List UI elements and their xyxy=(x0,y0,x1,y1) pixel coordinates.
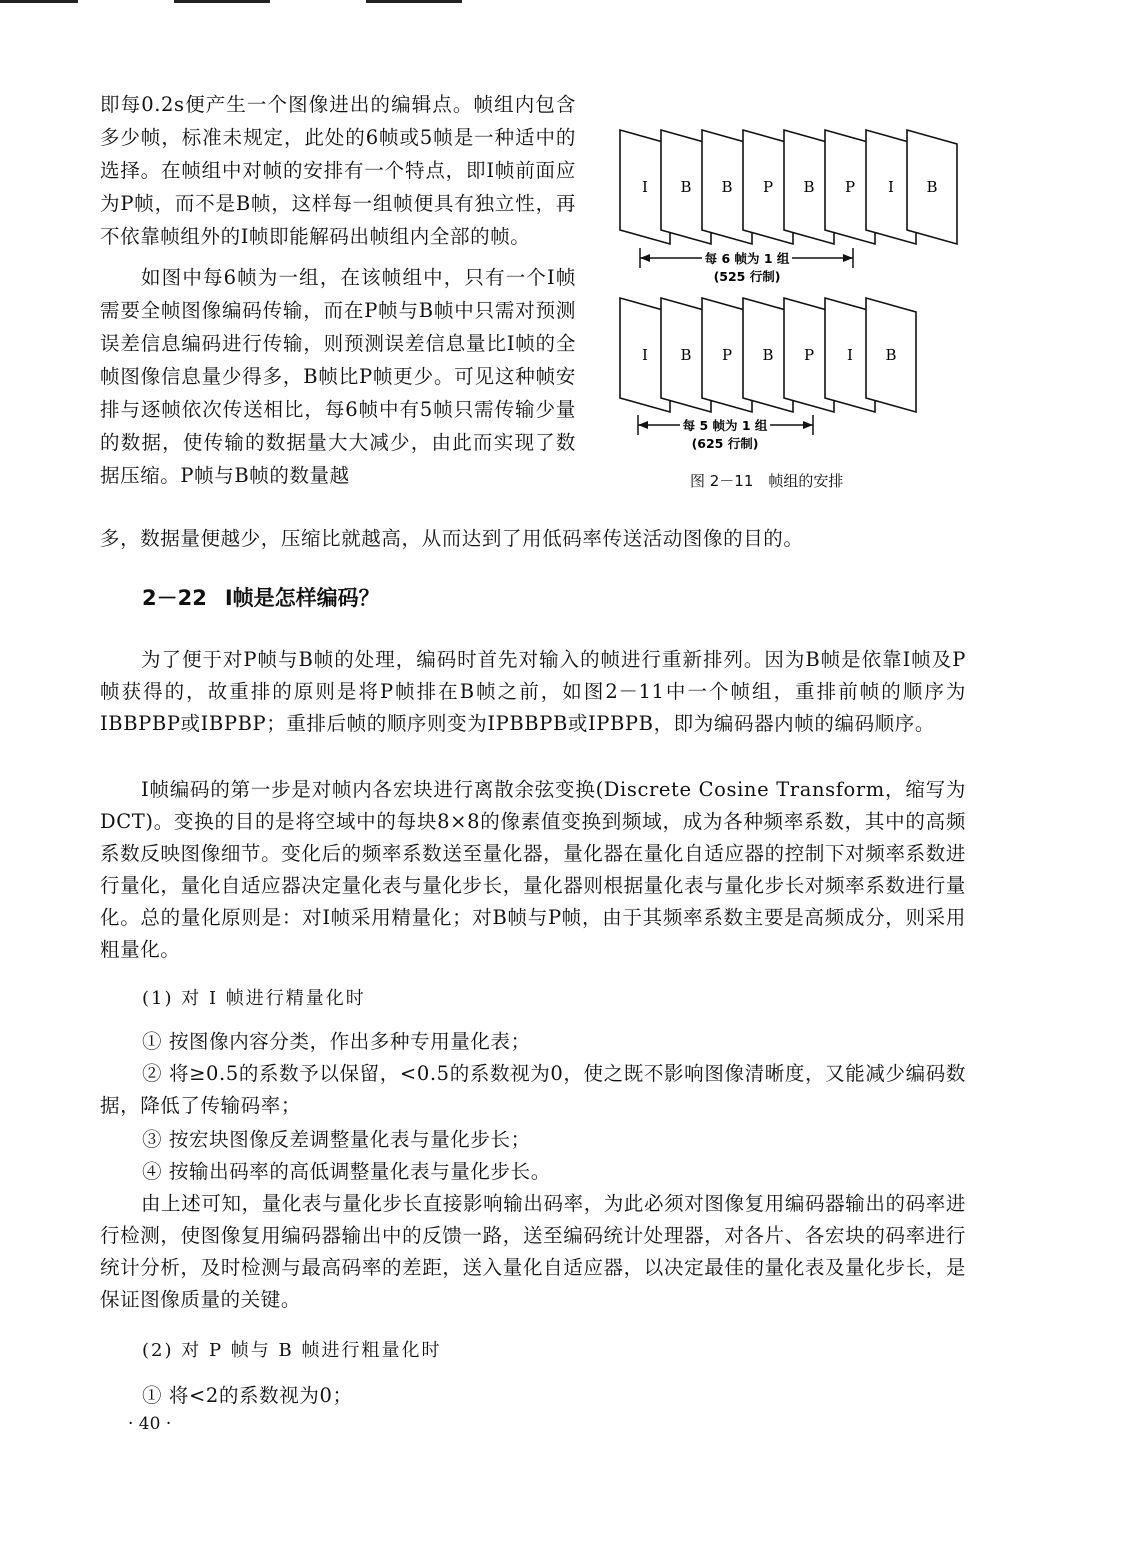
frame-group-5 xyxy=(620,298,916,412)
group1-sub: (525 行制) xyxy=(713,269,781,284)
frame-label-4: P xyxy=(762,178,774,196)
section-number: 2－22 xyxy=(142,586,207,610)
top-rule-right xyxy=(366,0,462,3)
section-heading xyxy=(142,582,380,612)
frame-label-1: I xyxy=(642,346,648,364)
figure-caption: 图 2－11 帧组的安排 xyxy=(690,472,844,490)
body-paragraph-2: I帧编码的第一步是对帧内各宏块进行离散余弦变换(Discrete Cosine Transform，缩写为DCT)。变换的目的是将空域中的每块8×8的像素值变换到频域，成为各种频率系数，其中的高频系数反映图像细节。变化后的频率系数送至量化器，量化器在量化自适应器的控制下对频率系数进行量化，量化自适应器决定量化表与量化步长，量化器则根据量化表与量化步长对频率系数进行量化。总的量化原则是：对I帧采用精量化；对B帧与P帧，由于其频率系数主要是高频成分，则采用粗量化。 xyxy=(100,778,966,961)
frame-label-8: B xyxy=(926,178,938,196)
group2-sub: (625 行制) xyxy=(691,436,759,451)
frame-label-2: B xyxy=(680,346,692,364)
frame-group-6 xyxy=(620,130,957,244)
group1-label: 每 6 帧为 1 组 xyxy=(704,251,790,266)
frame-label-6: I xyxy=(847,346,853,364)
frame-label-5: B xyxy=(803,178,815,196)
top-rule-middle xyxy=(174,0,270,3)
frame-label-3: P xyxy=(721,346,733,364)
intro-paragraph-2: 如图中每6帧为一组，在该帧组中，只有一个I帧需要全帧图像编码传输，而在P帧与B帧中只需对预测误差信息编码进行传输，则预测误差信息量比I帧的全帧图像信息量少得多，B帧比P帧更少。可见这种帧安排与逐帧依次传送相比，每6帧中有5帧只需传输少量的数据，使传输的数据量大大减少，由此而实现了数据压缩。P帧与B帧的数量越 xyxy=(100,266,576,487)
sub1-item-3: ③ 按宏块图像反差调整量化表与量化步长； xyxy=(142,1128,531,1151)
frame-group-figure xyxy=(598,120,958,465)
sub2-item-1: ① 将<2的系数视为0； xyxy=(142,1384,353,1407)
frame-label-2: B xyxy=(680,178,692,196)
section-title: I帧是怎样编码？ xyxy=(224,586,380,610)
subheading-1: (1) 对 I 帧进行精量化时 xyxy=(142,988,366,1009)
frame-label-5: P xyxy=(803,346,815,364)
sub1-item-2: ② 将≥0.5的系数予以保留，<0.5的系数视为0，使之既不影响图像清晰度，又能减少编码数据，降低了传输码率； xyxy=(100,1062,966,1117)
intro-column xyxy=(100,88,576,500)
summary-paragraph: 由上述可知，量化表与量化步长直接影响输出码率，为此必须对图像复用编码器输出的码率进行检测，使图像复用编码器输出中的反馈一路，送至编码统计处理器，对各片、各宏块的码率进行统计分析，及时检测与最高码率的差距，送入量化自适应器，以决定最佳的量化表及量化步长，是保证图像质量的关键。 xyxy=(100,1192,966,1311)
body-paragraph-1: 为了便于对P帧与B帧的处理，编码时首先对输入的帧进行重新排列。因为B帧是依靠I帧及P帧获得的，故重排的原则是将P帧排在B帧之前，如图2－11中一个帧组，重排前帧的顺序为IBBPBP或IBPBP；重排后帧的顺序则变为IPBBPB或IPBPB，即为编码器内帧的编码顺序。 xyxy=(100,648,966,735)
frame-label-3: B xyxy=(721,178,733,196)
frame-label-1: I xyxy=(642,178,648,196)
group2-label: 每 5 帧为 1 组 xyxy=(682,418,768,433)
page-number: · 40 · xyxy=(128,1414,172,1434)
sub1-item-4: ④ 按输出码率的高低调整量化表与量化步长。 xyxy=(142,1160,551,1183)
subheading-2: (2) 对 P 帧与 B 帧进行粗量化时 xyxy=(142,1340,442,1361)
frame-label-7: I xyxy=(888,178,894,196)
top-rule-left xyxy=(0,0,78,3)
frame-label-4: B xyxy=(762,346,774,364)
sub1-item-1: ① 按图像内容分类，作出多种专用量化表； xyxy=(142,1030,531,1053)
intro-paragraph-1: 即每0.2s便产生一个图像进出的编辑点。帧组内包含多少帧，标准未规定，此处的6帧或5帧是一种适中的选择。在帧组中对帧的安排有一个特点，即I帧前面应为P帧，而不是B帧，这样每一组帧便具有独立性，再不依靠帧组外的I帧即能解码出帧组内全部的帧。 xyxy=(100,93,576,248)
intro-continuation: 多，数据量便越少，压缩比就越高，从而达到了用低码率传送活动图像的目的。 xyxy=(100,527,804,550)
frame-label-6: P xyxy=(844,178,856,196)
frame-label-7: B xyxy=(885,346,897,364)
